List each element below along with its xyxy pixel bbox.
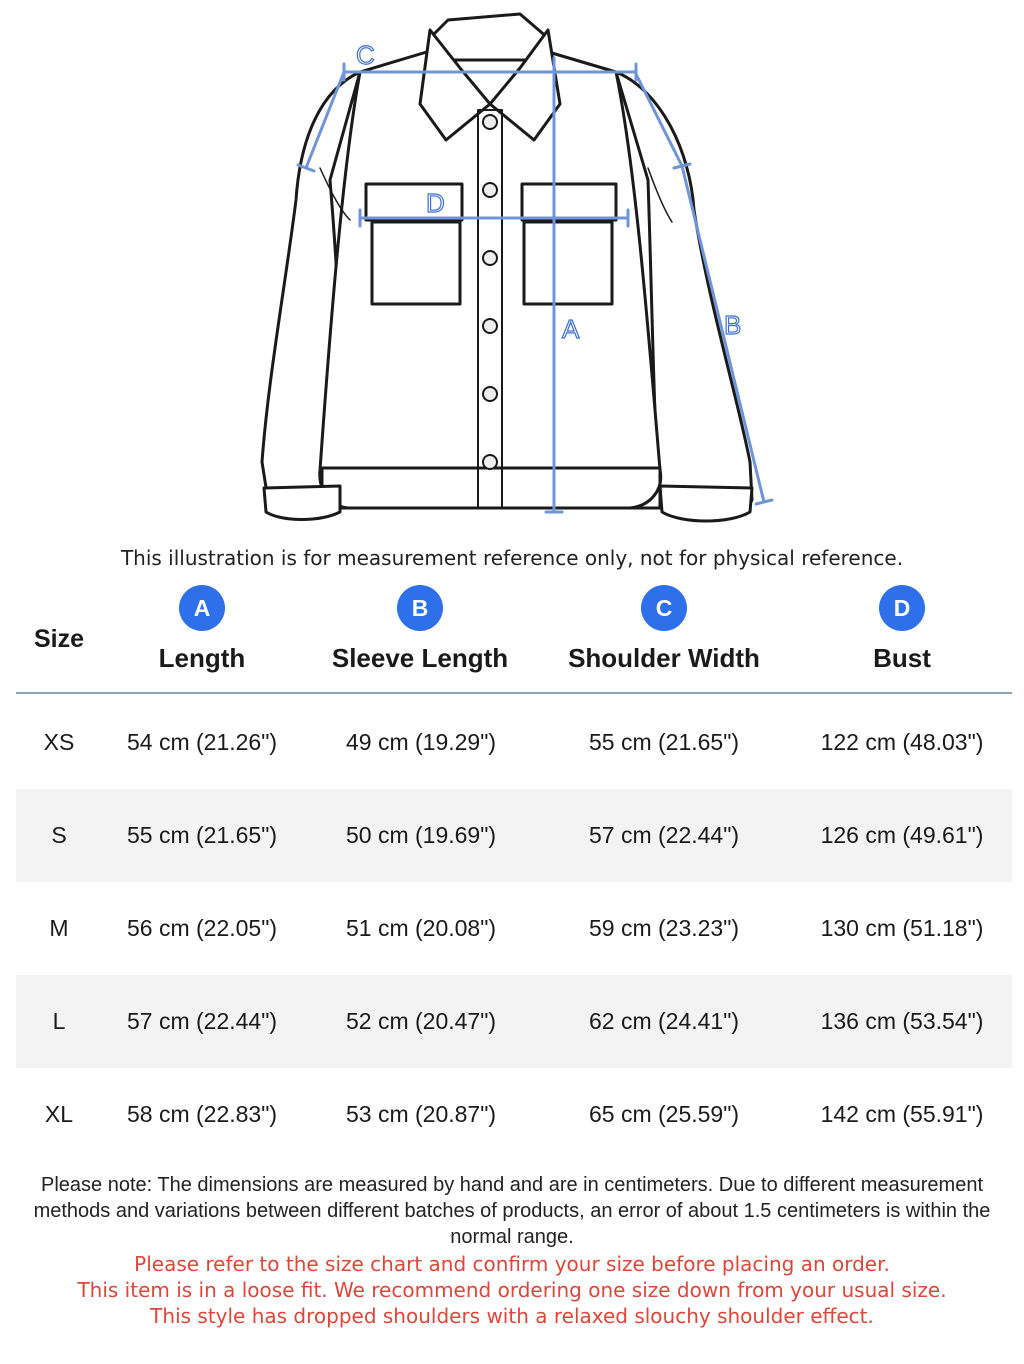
bust-cell: 130 cm (51.18") xyxy=(820,915,984,941)
length-cell: 56 cm (22.05") xyxy=(126,915,278,941)
bust-column-header xyxy=(812,585,992,674)
bust-cell: 126 cm (49.61") xyxy=(820,822,984,848)
bust-cell: 142 cm (55.91") xyxy=(820,1101,984,1127)
warning-loose-fit: This item is in a loose fit. We recommend ordering one size down from your usual size. xyxy=(77,1278,947,1302)
table-row xyxy=(16,1068,1012,1161)
label-c: C xyxy=(356,40,375,70)
length-header-label: Length xyxy=(158,643,246,673)
sleeve-cell: 52 cm (20.47") xyxy=(345,1008,497,1034)
size-cell: L xyxy=(52,1008,66,1034)
left-cuff xyxy=(264,486,340,520)
shoulder-width-header-label: Shoulder Width xyxy=(568,643,760,673)
measurement-note: Please note: The dimensions are measured by hand and are in centimeters. Due to different measurement methods and variations between different batches of products, an error of about 1.5 centimeters is within the normal range. xyxy=(33,1174,991,1248)
length-cell: 55 cm (21.65") xyxy=(126,822,278,848)
length-cell: 54 cm (21.26") xyxy=(126,729,278,755)
label-b: B xyxy=(724,310,742,340)
table-row xyxy=(16,975,1012,1068)
size-cell: M xyxy=(49,915,69,941)
sleeve-length-header-label: Sleeve Length xyxy=(331,643,509,673)
bust-cell: 122 cm (48.03") xyxy=(820,729,984,755)
shoulder-cell: 59 cm (23.23") xyxy=(588,915,740,941)
right-pocket xyxy=(524,222,612,304)
label-d: D xyxy=(426,188,445,218)
size-cell: S xyxy=(51,822,67,848)
header-divider xyxy=(16,692,1012,694)
badge-a: A xyxy=(179,585,225,631)
sleeve-cell: 49 cm (19.29") xyxy=(345,729,497,755)
jacket-measurement-diagram xyxy=(0,0,1024,540)
button xyxy=(483,455,497,469)
size-table xyxy=(16,696,1012,1161)
badge-c: C xyxy=(641,585,687,631)
left-pocket xyxy=(372,222,460,304)
shoulder-cell: 57 cm (22.44") xyxy=(588,822,740,848)
length-cell: 57 cm (22.44") xyxy=(126,1008,278,1034)
bust-cell: 136 cm (53.54") xyxy=(820,1008,984,1034)
table-row xyxy=(16,696,1012,789)
length-cell: 58 cm (22.83") xyxy=(126,1101,278,1127)
right-pocket-flap xyxy=(522,184,616,220)
shoulder-cell: 62 cm (24.41") xyxy=(588,1008,740,1034)
warning-size-chart: Please refer to the size chart and confirm your size before placing an order. xyxy=(134,1252,890,1276)
badge-d: D xyxy=(879,585,925,631)
label-a: A xyxy=(562,314,580,344)
sleeve-cell: 50 cm (19.69") xyxy=(345,822,497,848)
size-cell: XS xyxy=(43,729,75,755)
badge-b: B xyxy=(397,585,443,631)
right-cuff xyxy=(660,486,752,521)
button xyxy=(483,319,497,333)
shoulder-cell: 55 cm (21.65") xyxy=(588,729,740,755)
shoulder-width-column-header xyxy=(554,585,774,674)
table-header xyxy=(0,585,1024,693)
size-cell: XL xyxy=(44,1101,74,1127)
sleeve-cell: 51 cm (20.08") xyxy=(345,915,497,941)
size-column-header: Size xyxy=(33,625,85,653)
button xyxy=(483,251,497,265)
bust-header-label: Bust xyxy=(873,643,931,673)
table-row xyxy=(16,882,1012,975)
warning-dropped-shoulders: This style has dropped shoulders with a relaxed slouchy shoulder effect. xyxy=(150,1304,874,1328)
left-pocket-flap xyxy=(366,184,462,220)
button xyxy=(483,183,497,197)
button xyxy=(483,387,497,401)
button xyxy=(483,115,497,129)
sleeve-length-column-header xyxy=(320,585,520,674)
shoulder-cell: 65 cm (25.59") xyxy=(588,1101,740,1127)
table-row xyxy=(16,789,1012,882)
illustration-caption: This illustration is for measurement reference only, not for physical reference. xyxy=(120,546,904,570)
sleeve-cell: 53 cm (20.87") xyxy=(345,1101,497,1127)
length-column-header xyxy=(112,585,292,674)
